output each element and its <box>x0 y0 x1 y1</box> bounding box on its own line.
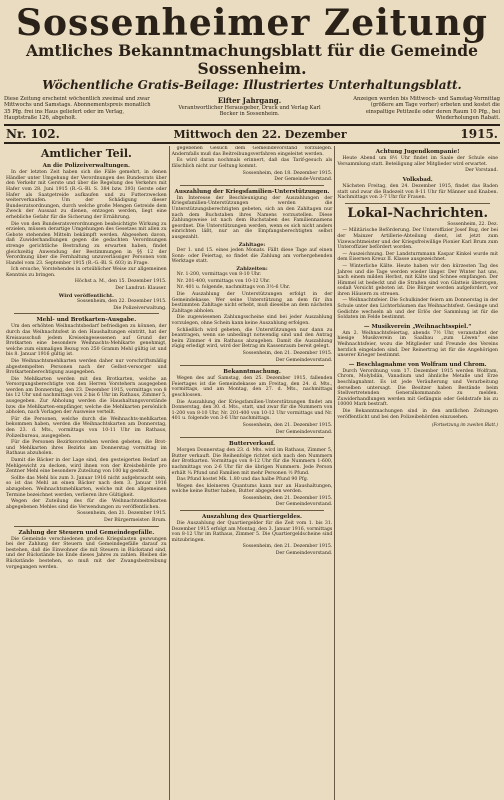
article-paragraph: Durch Verordnung vom 17. Dezember 1915 werden Wolfram, Chrom, Molybdän, Vanadium und ähnliche Metalle und Erze beschlagnahmt. Es ist jede Veräußerung und Verarbeitung derselben untersagt. Die Besitzer haben Bestände beim Stellvertretenden Generalkommando zu melden. Zuwiderhandlungen werden mit Gefängnis oder Geldstrafe bis zu 10000 Mark bestraft. <box>337 368 499 408</box>
column-1 <box>4 146 169 800</box>
volume-label: Elfter Jahrgang. <box>217 96 282 105</box>
divider <box>180 510 325 511</box>
article-paragraph: Nr. 1-200, vormittags von 8-10 Uhr. <box>176 272 262 278</box>
article-paragraph: Nr. 201-400, vormittags von 10-12 Uhr. <box>176 278 271 284</box>
article-paragraph: Nächsten Freitag, den 24. Dezember 1915, findet das Baden statt und zwar die Badezeit von 8-11 Uhr für Männer und Knaben. Nachmittags von 3-7 Uhr für Frauen. <box>337 183 499 201</box>
article-heading: Volksbad. <box>402 176 433 183</box>
article-paragraph: Wegen des auf Samstag, den 25. Dezember 1915, fallenden Feiertages ist die Gemeindekasse am Freitag, den 24. d. Mts., vormittags, und am Montag, den 27. d. Mts., nachmittags geschlossen. <box>171 376 333 398</box>
article-heading: Mehl- und Brotkarten-Ausgabe. <box>36 317 137 324</box>
article-paragraph: Die Gemeinde verschiedenen großen Kriegslasten gezwungen bei der Zahlung der Steuern und Gemeindegefälle darauf zu bestehen, daß die Einwohner die mit Steuern in Rückstand sind, und der Rückstände bis Ende dieses Jahres zu zahlen. Bleiben die Rückstände bestehen, so muß mit der Zwangsbeitreibung vorgegangen werden. <box>6 536 167 570</box>
article-signature: Sossenheim, den 22. Dezember 1915. <box>76 299 167 305</box>
article-heading: Auszahlung des Quartiergeldes. <box>202 514 302 521</box>
divider <box>14 526 159 527</box>
article-signature: Die Polizeiverwaltung. <box>113 305 167 311</box>
article-subheading: Zahlzeiten: <box>236 265 268 272</box>
article-paragraph: In der letzten Zeit haben sich die Fälle gemehrt, in denen Händler unter Umgehung der Verordnungen des Bundesrats über den Verkehr mit Gerste und über die Regelung des Verkehrs mit Hafer vom 28. Juni 1915 (R.-G.-Bl. S. 384 bzw. 393) Gerste oder Hafer als Saatgetreide aufkaufen und zu Futterzwecken weiterverkaufen. Um der Schädigung dieser Bundesratsordnungen, durch welche große Mengen Getreide dem Zweck der Aussaat zu dienen, entzogen werden, liegt eine erhebliche Gefahr für die Sicherung der Ernährung. <box>6 170 167 220</box>
supplement-line: Wöchentliche Gratis-Beilage: Illustriertes Unterhaltungsblatt. <box>42 78 462 92</box>
article-paragraph: Die von den Bundesratsverordnungen beabsichtigte Wirkung zu erzielen, müssen derartige Umgehungen des Gesetzes mit allen zu Gebote stehenden Mitteln bekämpft werden. Abgesehen davon, daß Zuwiderhandlungen gegen die gedachten Verordnungen strenge gerichtliche Bestrafung zu erwarten haben, findet gleichzeitig Anwendung der Bestimmungen in §§ 12 der Verordnung über die Fernhaltung unzuverlässiger Personen vom Handel vom 23. September 1915 (R.-G.-Bl. S. 603) in Frage. <box>6 221 167 266</box>
article-signature: Sossenheim, den 21. Dezember 1915. <box>242 495 333 501</box>
subscription-info: Diese Zeitung erscheint wöchentlich zweimal und zwar Mittwochs und Samstags. Abonnementspreis monatlich 35 Pfg. frei ins Haus geliefert oder im Verlag, Hauptstraße 126, abgeholt. <box>4 96 151 121</box>
divider <box>180 365 325 366</box>
article-heading: Butterverkauf. <box>229 441 275 448</box>
column-3 <box>334 146 500 800</box>
article-heading: Bekanntmachung. <box>223 369 281 376</box>
newspaper-title: Sossenheimer Zeitung <box>16 2 488 44</box>
article-paragraph: Es wird daran nochmals erinnert, daß das Tarif-gesuch als fälschlich nicht zur Geltung kommt. <box>171 158 333 169</box>
article-heading: — Beschlagnahme von Wolfram und Chrom. <box>348 361 487 368</box>
article-signature: Sossenheim, den 21. Dezember 1915. <box>242 422 333 428</box>
article-signature: Höchst a. M., den 15. Dezember 1915. <box>74 279 167 285</box>
section-title-local: Lokal-Nachrichten. <box>347 205 489 221</box>
article-paragraph: Wegen der Zuteilung des für die Weihnachtsmehlkarten abgegebenen Mehles sind die Verwendungen zu veröffentlichen. <box>6 499 167 510</box>
article-heading: Zahlung der Steuern und Gemeindegefälle. <box>18 529 155 536</box>
divider <box>14 313 159 314</box>
article-paragraph: Die Weihnachtsmehlkarten werden daher nur vorschriftsmäßig abgestempelten Personen nach der Gelbst-versorger und Brotkartenberechtigung ausgegeben. <box>6 358 167 376</box>
article-signature: Sossenheim, den 21. Dezember 1915. <box>242 544 333 550</box>
divider <box>345 203 490 204</box>
article-paragraph: Wegen des kleineren Quantums kann nur an Haushaltungen, welche keine Butter haben, Butter abgegeben werden. <box>171 483 333 495</box>
article-signature: Der Gemeindevorstand. <box>275 502 333 508</box>
publisher-info <box>170 96 330 118</box>
article-paragraph: Im Interesse der Beschleunigung der Auszahlungen der Kriegsfamilien-Unterstützungen werden die Unterstützungsberechtigten gebeten, sich an den Zahltagen nur nach dem Buchstaben ihres Namens vorzustellen. Diese Zahlungsweise ist nach dem Buchstaben des Familiennamens geordnet. Die Unterstützungen werden, wenn es sich nicht anders einrichten läßt, nur an die Empfangsberechtigten selbst ausgezahlt. <box>171 195 333 240</box>
article-paragraph: Heute Abend um 8½ Uhr findet im Saale der Schule eine Versammlung statt. Beteiligung aller Mitglieder wird erwartet. <box>337 156 499 167</box>
article-paragraph: Der 1. und 15. eines jeden Monats. Fällt diese Tage auf einen Sonn- oder Feiertag, so findet die Zahlung am vorhergehenden Werktage statt. <box>171 248 333 265</box>
publisher-text: Verantwortlicher Herausgeber, Druck und Verlag Karl Becker in Sossenheim. <box>178 105 321 118</box>
article-heading: Auszahlung der Kriegsfamilien-Unterstützungen. <box>174 188 330 195</box>
newspaper-subtitle: Amtliches Bekanntmachungsblatt für die Gemeinde Sossenheim. <box>26 41 478 78</box>
article-signature: Der Gemeinde-Vorstand. <box>274 177 333 183</box>
article-columns <box>4 146 500 800</box>
issue-year: 1915. <box>460 127 498 142</box>
article-signature: Sossenheim, den 21. Dezember 1915. <box>76 511 167 517</box>
divider <box>180 437 325 438</box>
newspaper-page <box>4 4 500 733</box>
section-title-official: Amtlicher Teil. <box>40 147 132 161</box>
article-paragraph: — Winterliche Kälte. Heute haben wir den kürzesten Tag des Jahres und die Tage werden wieder länger. Der Winter hat uns, nach einem milden Herbst, mit Kälte und Schnee empfangen. Der Himmel ist bedeckt und die Straßen sind von Glatteis überzogen, sodaß Vorsicht geboten ist. Die Bürger werden aufgefordert, vor ihren Häusern zu streuen. <box>337 263 499 297</box>
article-paragraph: Die Auszahlung der Unterstützungen erfolgt in der Gemeindekasse. Wer seine Unterstützung an dem für ihn bestimmten Zahltage nicht erhebt, muß dieselbe an dem nächsten Zahltage abholen. <box>171 292 333 314</box>
article-paragraph: Sollte das Mehl bis zum 3. Januar 1916 nicht aufgebraucht sein, so ist das Mehl an einen Bäcker nach dem 3. Januar 1916 abzugeben. Weihnachtsmehlkarten, welche mit den allgemeinen Termine bezeichnet werden, verlieren ihre Gültigkeit. <box>6 475 167 498</box>
article-paragraph: — Militärische Beförderung. Der Unteroffizier Josef Bug, der bei der Mainzer Artillerie-Abteilung dient, ist jetzt zum Vizewachtmeister und der Kriegsfreiwillige Pionier Karl Brum zum Unteroffizier befördert worden. <box>337 228 499 251</box>
article-signature: Der Landrat: Klauser. <box>115 286 167 292</box>
article-subheading: Zahltage: <box>238 241 266 248</box>
article-paragraph: Damit die Bäcker in der Lage sind, den gesteigerten Bedarf an Mehlgewicht zu decken, wird ihnen von der Kreisbehörde pro Zentner Mehl eine besondere Zuteilung von 100 kg gestellt. <box>6 458 167 475</box>
article-signature: Sossenheim, den 18. Dezember 1915. <box>242 170 333 176</box>
article-paragraph: Das Pfund kostet Mk. 1.80 und das halbe Pfund 90 Pfg. <box>176 477 309 483</box>
article-paragraph: Am 2. Weihnachtsfeiertag, abends 7½ Uhr, veranstaltet der hiesige Musikverein im Saalbau „zum Löwen“ eine Weihnachtsfeier, wozu die Mitglieder und Freunde des Vereins herzlich eingeladen sind. Der Reinertrag ist für die Angehörigen unserer Krieger bestimmt. <box>337 330 499 359</box>
article-paragraph: Die Bekanntmachungen sind in den amtlichen Zeitungen veröffentlicht und bei den Polizeibehörden einzusehen. <box>337 408 499 420</box>
issue-date: Mittwoch den 22. Dezember <box>173 127 347 141</box>
article-paragraph: Für die Personen, welche durch die Weihnachts-mehlkarten bekommen haben, werden die Weihnachtskarten am Donnerstag, den 23. d. Mts., vormittags von 10-11 Uhr im Rathaus, Polizeibureau, ausgegeben. <box>6 416 167 439</box>
article-signature: Der Bürgermeister: Brum. <box>103 517 167 523</box>
issue-number: Nr. 102. <box>6 127 60 142</box>
article-paragraph: Ich ersuche, Vorstehendes in ortsüblicher Weise zur allgemeinen Kenntnis zu bringen. <box>6 267 167 278</box>
article-paragraph: Schließlich wird gebeten, die Unterstützungen nur dann zu beantragen, wenn sie unbedingt notwendig sind und den Antrag beim Zimmer 4 im Rathaus abzugeben. Damit die Auszahlung zügig erledigt wird, wird der Betrag im Kassenraum bereit gelegt. <box>171 327 333 350</box>
article-paragraph: — Weihnachtsfeier. Die Schulkinder feiern am Donnerstag in der Schule unter den Lichterbäumen das Weihnachtsfest. Gesänge und Gedichte wechseln ab und der Erlös der Sammlung ist für die Soldaten im Felde bestimmt. <box>337 298 499 321</box>
article-signature: Der Vorstand. <box>465 168 499 174</box>
continuation-note: (Fortsetzung im zweiten Blatt.) <box>431 422 499 428</box>
masthead <box>4 4 500 121</box>
dateline: Sossenheim, 22. Dez. <box>447 221 499 227</box>
article-signature: Der Gemeindevorstand. <box>275 429 333 435</box>
article-paragraph: Die Mehlkarten werden mit den Brotkarten, welche an Versorgungsberechtigte von den Herren Vorstehern ausgegeben werden am Donnerstag, den 23. Dezember 1915, vormittags von 8 bis 12 Uhr und nachmittags von 2 bis 6 Uhr im Rathaus, Zimmer 5, ausgegeben. Zur Abholung werden die Haushaltungsvorstände bzw. die Mehlkarten-empfänger, welche die Mehlkarten persönlich abholen, nach Vorlagen der Ausweise verteilt. <box>6 376 167 416</box>
article-signature: Der Gemeindevorstand. <box>275 357 333 363</box>
article-paragraph: Die Auszahlung der Quartiergelder für die Zeit vom 1. bis 31. Dezember 1915 erfolgt am Montag, den 3. Januar 1916, vormittags von 8-12 Uhr im Rathaus, Zimmer 5. Die Quartiergeldscheine sind mitzubringen. <box>171 521 333 543</box>
column-2 <box>169 146 335 800</box>
article-paragraph: Morgen Donnerstag den 23. d. Mts. wird im Rathaus, Zimmer 5, Butter verkauft. Die Reihenfolge richtet sich nach den Nummern der Brotkarten. Vormittags von 8-12 Uhr für die Nummern 1-600, nachmittags von 2-6 Uhr für die übrigen Nummern. Jede Person erhält ¼ Pfund und Familien mit mehr Personen ½ Pfund. <box>171 448 333 476</box>
article-signature: Der Gemeindevorstand. <box>275 551 333 557</box>
article-paragraph: Nr. 401 u. folgende, nachmittags von 3½-6 Uhr. <box>176 285 291 291</box>
masthead-info-row <box>4 96 500 121</box>
issue-bar <box>4 124 500 144</box>
article-paragraph: Um den erhöhten Weihnachtsbedarf befriedigen zu können, der durch das Weihnachtsfest in den Haushaltungen eintritt, hat der Kreisausschuß jedem Kreiseingesessenen auf Grund der Brotkarten eine besondere Weihnachts-Mehlkarte genehmigt, welche zum einmaligen Bezug von 250 Gramm Mehl gültig ist und bis 8. Januar 1916 gültig ist. <box>6 324 167 358</box>
article-heading: Achtung Jugendkompanie! <box>375 149 460 156</box>
article-heading: An die Polizeiverwaltungen. <box>42 163 130 170</box>
article-paragraph: Die Auszahlung der Kriegsfamilien-Unterstützungen findet am Donnerstag, den 30. d. Mts., statt, und zwar für die Nummern von 1-200 von 8-10 Uhr, Nr. 201-400 von 10-12 Uhr vormittags und Nr. 401 u. folgende von 3-6 Uhr nachmittags. <box>171 399 333 422</box>
article-paragraph: Für die Personen Bezirksvorstehen werden gebeten, die Brot- und Mehlkarten ihres Bezirks am Donnerstag vormittag im Rathaus abzuholen. <box>6 440 167 457</box>
article-paragraph: gegebenen Gesuch dem Gemeindevorstand vorzulegen. Andernfalls muß das Beitreibungsverfahren eingeleitet werden. <box>171 146 333 157</box>
article-paragraph: Die zugewiesenen Zahlungsscheine sind bei jeder Auszahlung vorzulegen, ohne Schein kann keine Auszahlung erfolgen. <box>171 315 333 327</box>
article-paragraph: — Auszeichnung. Der Landsturmmann Kaspar Kinkel wurde mit dem Eisernen Kreuz II. Klasse ausgezeichnet. <box>337 251 499 263</box>
article-signature: Sossenheim, den 21. Dezember 1915. <box>242 351 333 356</box>
article-note: Wird veröffentlicht. <box>58 292 114 299</box>
article-heading: — Musikverein „Weihnachtsspiel.“ <box>363 323 472 330</box>
divider <box>180 185 325 186</box>
advertising-info: Anzeigen werden bis Mittwoch- und Samstag-Vormittag (größere am Tage vorher) erbeten und kostet die einspaltige Petitzeile oder deren Raum 10 Pfg., bei Wiederholungen Rabatt. <box>353 96 500 121</box>
